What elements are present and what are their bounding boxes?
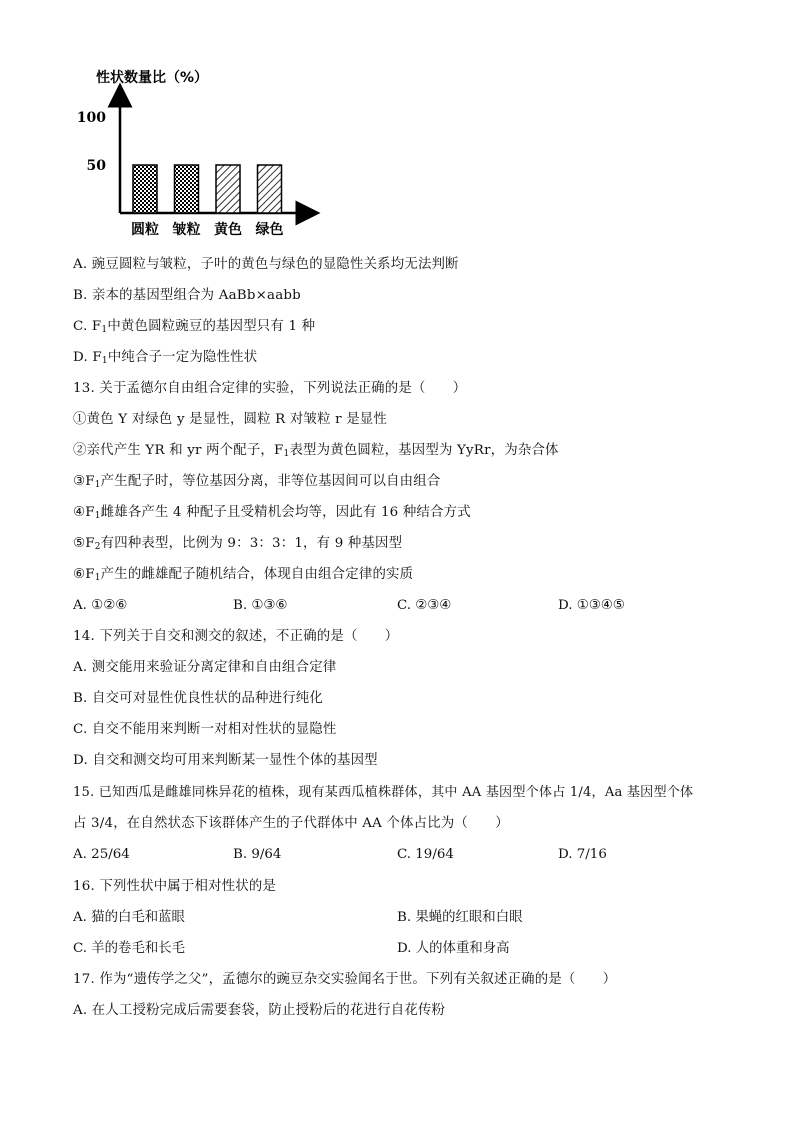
q13-statement-6 [73,566,413,584]
q13-s5-sub: 2 [94,542,101,552]
q16-option-b: B. 果蝇的红眼和白眼 [397,910,523,925]
q12-d-sub: 1 [101,356,108,366]
q15-stem-line-1: 15. 已知西瓜是雌雄同株异花的植株，现有某西瓜植株群体，其中 AA 基因型个体占 1/4，Aa 基因型个体 [73,785,694,800]
q16-option-d: D. 人的体重和身高 [397,941,510,956]
q13-s5-pre: ⑤F [73,536,95,551]
q15-option-b: B. 9/64 [233,847,282,862]
q12-d-pre: D. F [73,350,102,365]
q12-c-sub: 1 [101,325,108,335]
trait-ratio-bar-chart [60,60,340,245]
q13-statement-1: ①黄色 Y 对绿色 y 是显性，圆粒 R 对皱粒 r 是显性 [73,412,387,427]
q13-s6-pre: ⑥F [73,567,95,582]
q12-d-post: 中纯合子一定为隐性性状 [107,350,258,365]
q14-option-d: D. 自交和测交均可用来判断某一显性个体的基因型 [73,753,378,768]
q13-option-c: C. ②③④ [397,598,452,613]
q15-option-d: D. 7/16 [558,847,607,862]
q13-option-a: A. ①②⑥ [73,598,128,613]
q16-stem: 16. 下列性状中属于相对性状的是 [73,879,277,894]
q13-s4-pre: ④F [73,505,95,520]
q13-s5-post: 有四种表型，比例为 9：3：3：1，有 9 种基因型 [100,536,403,551]
q15-stem-line-2: 占 3/4，在自然状态下该群体产生的子代群体中 AA 个体占比为（ ） [73,816,509,831]
q13-s6-sub: 1 [94,573,101,583]
x-category-label: 黄色 [214,222,242,238]
x-category-label: 圆粒 [131,222,159,238]
bar-3 [216,165,240,213]
bar-2 [175,165,199,213]
x-category-label: 绿色 [255,222,284,238]
q12-option-b: B. 亲本的基因型组合为 AaBb×aabb [73,288,301,303]
q13-s2-post: 表型为黄色圆粒，基因型为 YyRr，为杂合体 [289,443,559,458]
q13-option-b: B. ①③⑥ [233,598,288,613]
q17-stem: 17. 作为“遗传学之父”，孟德尔的豌豆杂交实验闻名于世。下列有关叙述正确的是（ ） [73,972,617,987]
q13-s3-pre: ③F [73,474,95,489]
q13-s6-post: 产生的雌雄配子随机结合，体现自由组合定律的实质 [100,567,414,582]
q14-option-a: A. 测交能用来验证分离定律和自由组合定律 [73,660,337,675]
bar-4 [258,165,282,213]
q13-statement-5 [73,535,402,553]
q16-option-a: A. 猫的白毛和蓝眼 [73,910,185,925]
q13-s4-sub: 1 [94,511,101,521]
q14-option-b: B. 自交可对显性优良性状的品种进行纯化 [73,691,323,706]
q13-s3-sub: 1 [94,480,101,490]
q12-option-c [73,318,315,336]
y-tick-label: 50 [86,158,106,174]
q12-c-post: 中黄色圆粒豌豆的基因型只有 1 种 [107,319,316,334]
x-category-label: 皱粒 [172,222,201,238]
q14-option-c: C. 自交不能用来判断一对相对性状的显隐性 [73,722,337,737]
q14-stem: 14. 下列关于自交和测交的叙述，不正确的是（ ） [73,629,399,644]
chart-title: 性状数量比（%） [96,70,209,86]
q13-s2-pre: ②亲代产生 YR 和 yr 两个配子，F [73,443,284,458]
bar-1 [133,165,157,213]
q12-c-pre: C. F [73,319,102,334]
q13-statement-2 [73,442,559,460]
q13-statement-4 [73,504,471,522]
q13-s2-sub: 1 [283,449,290,459]
q13-option-d: D. ①③④⑤ [558,598,625,613]
q15-option-a: A. 25/64 [73,847,130,862]
q12-option-d [73,349,257,367]
q15-option-c: C. 19/64 [397,847,454,862]
q16-option-c: C. 羊的卷毛和长毛 [73,941,186,956]
y-tick-label: 100 [76,110,106,126]
q13-s3-post: 产生配子时，等位基因分离，非等位基因间可以自由组合 [100,474,441,489]
q13-stem: 13. 关于孟德尔自由组合定律的实验，下列说法正确的是（ ） [73,381,467,396]
q17-option-a: A. 在人工授粉完成后需要套袋，防止授粉后的花进行自花传粉 [73,1003,446,1018]
q13-s4-post: 雌雄各产生 4 种配子且受精机会均等，因此有 16 种结合方式 [100,505,471,520]
q12-option-a: A. 豌豆圆粒与皱粒，子叶的黄色与绿色的显隐性关系均无法判断 [73,257,459,272]
q13-statement-3 [73,473,440,491]
